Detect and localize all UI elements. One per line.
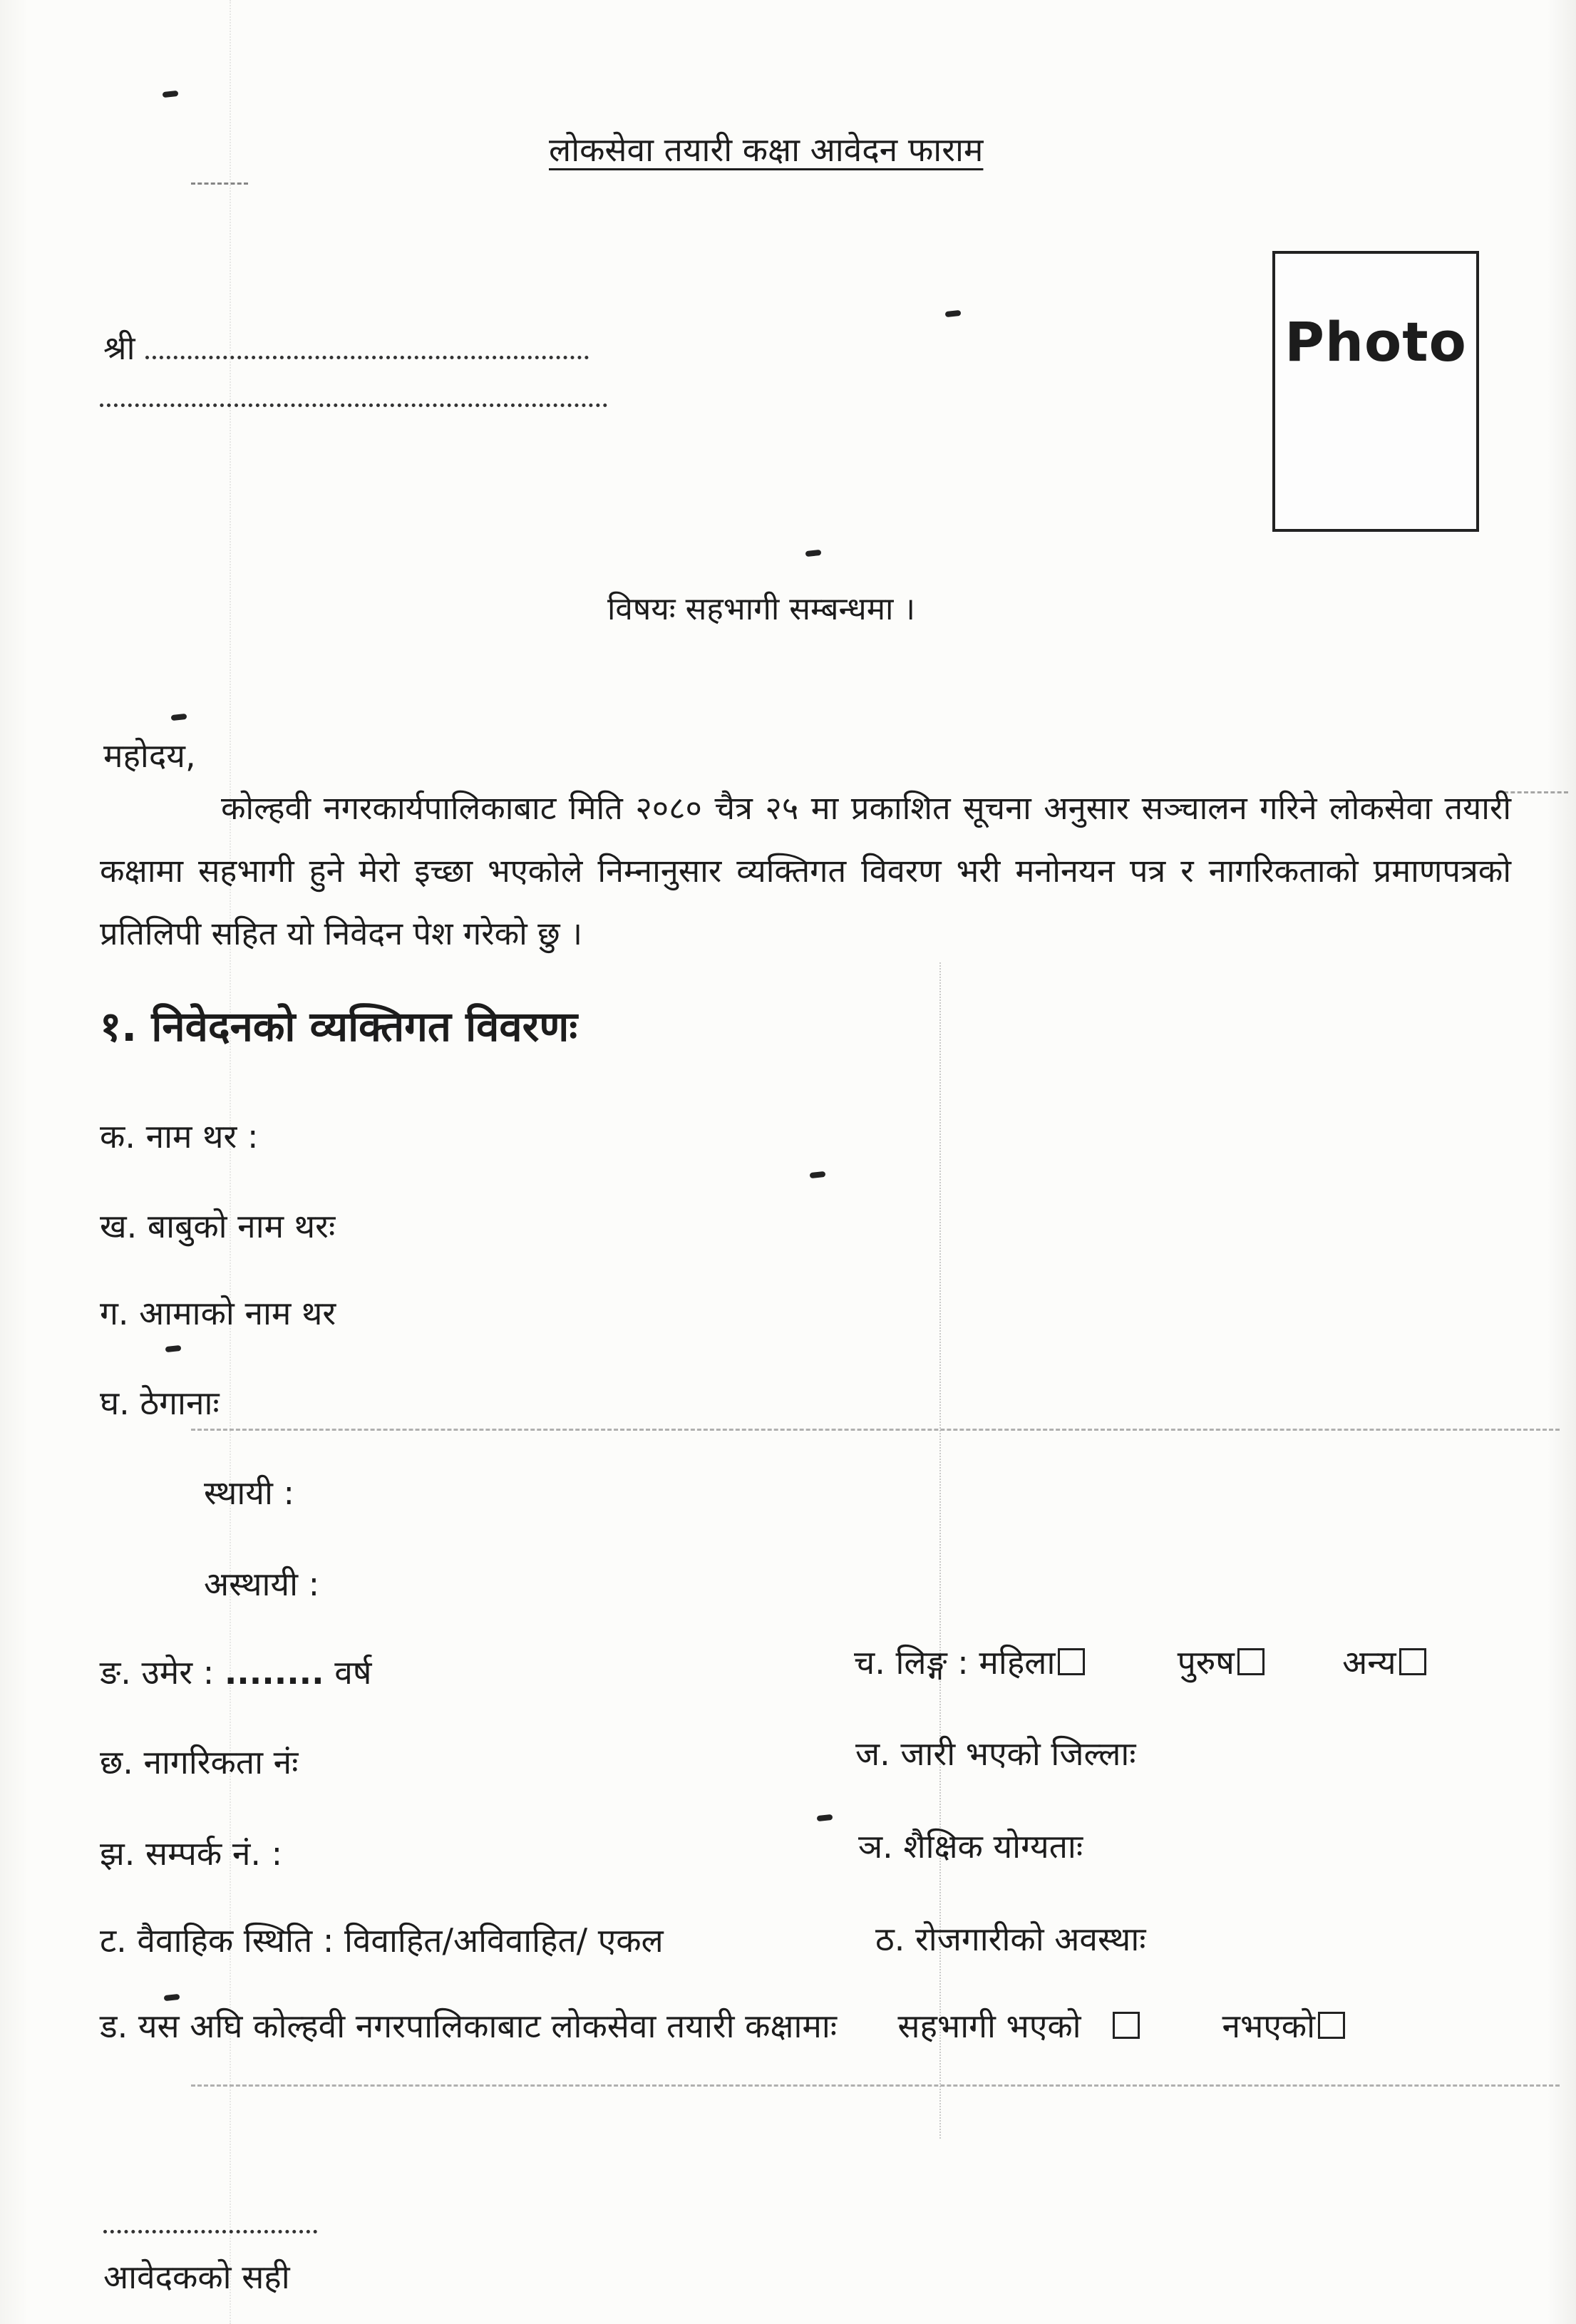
scan-speck	[171, 714, 187, 721]
scan-speck	[810, 1171, 826, 1178]
age-label: ङ. उमेर :	[100, 1653, 215, 1692]
field-permanent-address: स्थायी :	[204, 1474, 294, 1512]
fold-line	[191, 1429, 1560, 1431]
scan-speck	[163, 91, 179, 98]
age-dots[interactable]: ........	[224, 1653, 324, 1692]
recipient-dots[interactable]	[145, 356, 589, 359]
participated-label: सहभागी भएको	[897, 2007, 1081, 2045]
field-mother-name: ग. आमाको नाम थर	[100, 1294, 336, 1332]
salutation: महोदय,	[103, 736, 196, 775]
scan-speck	[945, 310, 962, 317]
recipient-prefix: श्री	[103, 329, 135, 367]
recipient-line	[103, 325, 589, 369]
previous-participation-label: ड. यस अघि कोल्हवी नगरपालिकाबाट लोकसेवा तयारी कक्षामाः	[100, 2007, 838, 2045]
gender-other-label: अन्य	[1342, 1643, 1396, 1682]
body-paragraph: कोल्हवी नगरकार्यपालिकाबाट मिति २०८० चैत्र २५ मा प्रकाशित सूचना अनुसार सञ्चालन गरिने लोकसेवा तयारी कक्षामा सहभागी हुने मेरो इच्छा भएकोले निम्नानुसार व्यक्तिगत विवरण भरी मनोनयन पत्र र नागरिकताको प्रमाणपत्रको प्रतिलिपी सहित यो निवेदन पेश गरेको छु ।	[100, 789, 1511, 952]
section-heading: १. निवेदनको व्यक्तिगत विवरणः	[100, 1002, 578, 1051]
gender-other-checkbox[interactable]	[1399, 1648, 1426, 1675]
fold-line	[191, 182, 248, 185]
signature-dots[interactable]	[103, 2223, 317, 2233]
field-education: ञ. शैक्षिक योग्यताः	[858, 1827, 1083, 1866]
field-age	[100, 1650, 371, 1694]
fold-line	[1504, 791, 1568, 793]
gender-male-checkbox[interactable]	[1237, 1648, 1265, 1675]
not-participated-checkbox[interactable]	[1318, 2012, 1345, 2039]
field-name: क. नाम थर :	[100, 1117, 259, 1156]
scan-speck	[164, 1994, 180, 2001]
field-father-name: ख. बाबुको नाम थरः	[100, 1207, 336, 1245]
recipient-address-dots[interactable]	[100, 396, 607, 407]
field-contact-no: झ. सम्पर्क नं. :	[100, 1834, 283, 1873]
not-participated-label: नभएको	[1222, 2007, 1316, 2045]
scan-speck	[805, 550, 822, 557]
participated-checkbox[interactable]	[1113, 2012, 1140, 2039]
age-unit: वर्ष	[334, 1653, 372, 1692]
scan-speck	[165, 1345, 182, 1352]
field-temporary-address: अस्थायी :	[204, 1565, 320, 1603]
field-citizenship-no: छ. नागरिकता नंः	[100, 1743, 299, 1781]
subject-line: विषयः सहभागी सम्बन्धमा ।	[607, 591, 916, 627]
field-employment: ठ. रोजगारीको अवस्थाः	[875, 1920, 1146, 1958]
field-marital-status: ट. वैवाहिक स्थिति : विवाहित/अविवाहित/ एकल	[100, 1921, 664, 1960]
gender-male-label: पुरुष	[1177, 1643, 1235, 1682]
form-title: लोकसेवा तयारी कक्षा आवेदन फाराम	[549, 130, 984, 169]
fold-line	[939, 962, 941, 2139]
scan-speck	[817, 1814, 833, 1821]
field-previous-participation	[100, 2003, 1345, 2047]
photo-box	[1272, 251, 1479, 532]
gender-label: च. लिङ्ग : महिला	[854, 1643, 1056, 1682]
signature-label: आवेदकको सही	[103, 2258, 290, 2296]
field-address: घ. ठेगानाः	[100, 1384, 220, 1422]
fold-line	[191, 2084, 1560, 2087]
photo-label: Photo	[1284, 309, 1467, 374]
field-issued-district: ज. जारी भएको जिल्लाः	[855, 1734, 1136, 1773]
gender-female-checkbox[interactable]	[1058, 1648, 1085, 1675]
field-gender	[854, 1640, 1426, 1684]
